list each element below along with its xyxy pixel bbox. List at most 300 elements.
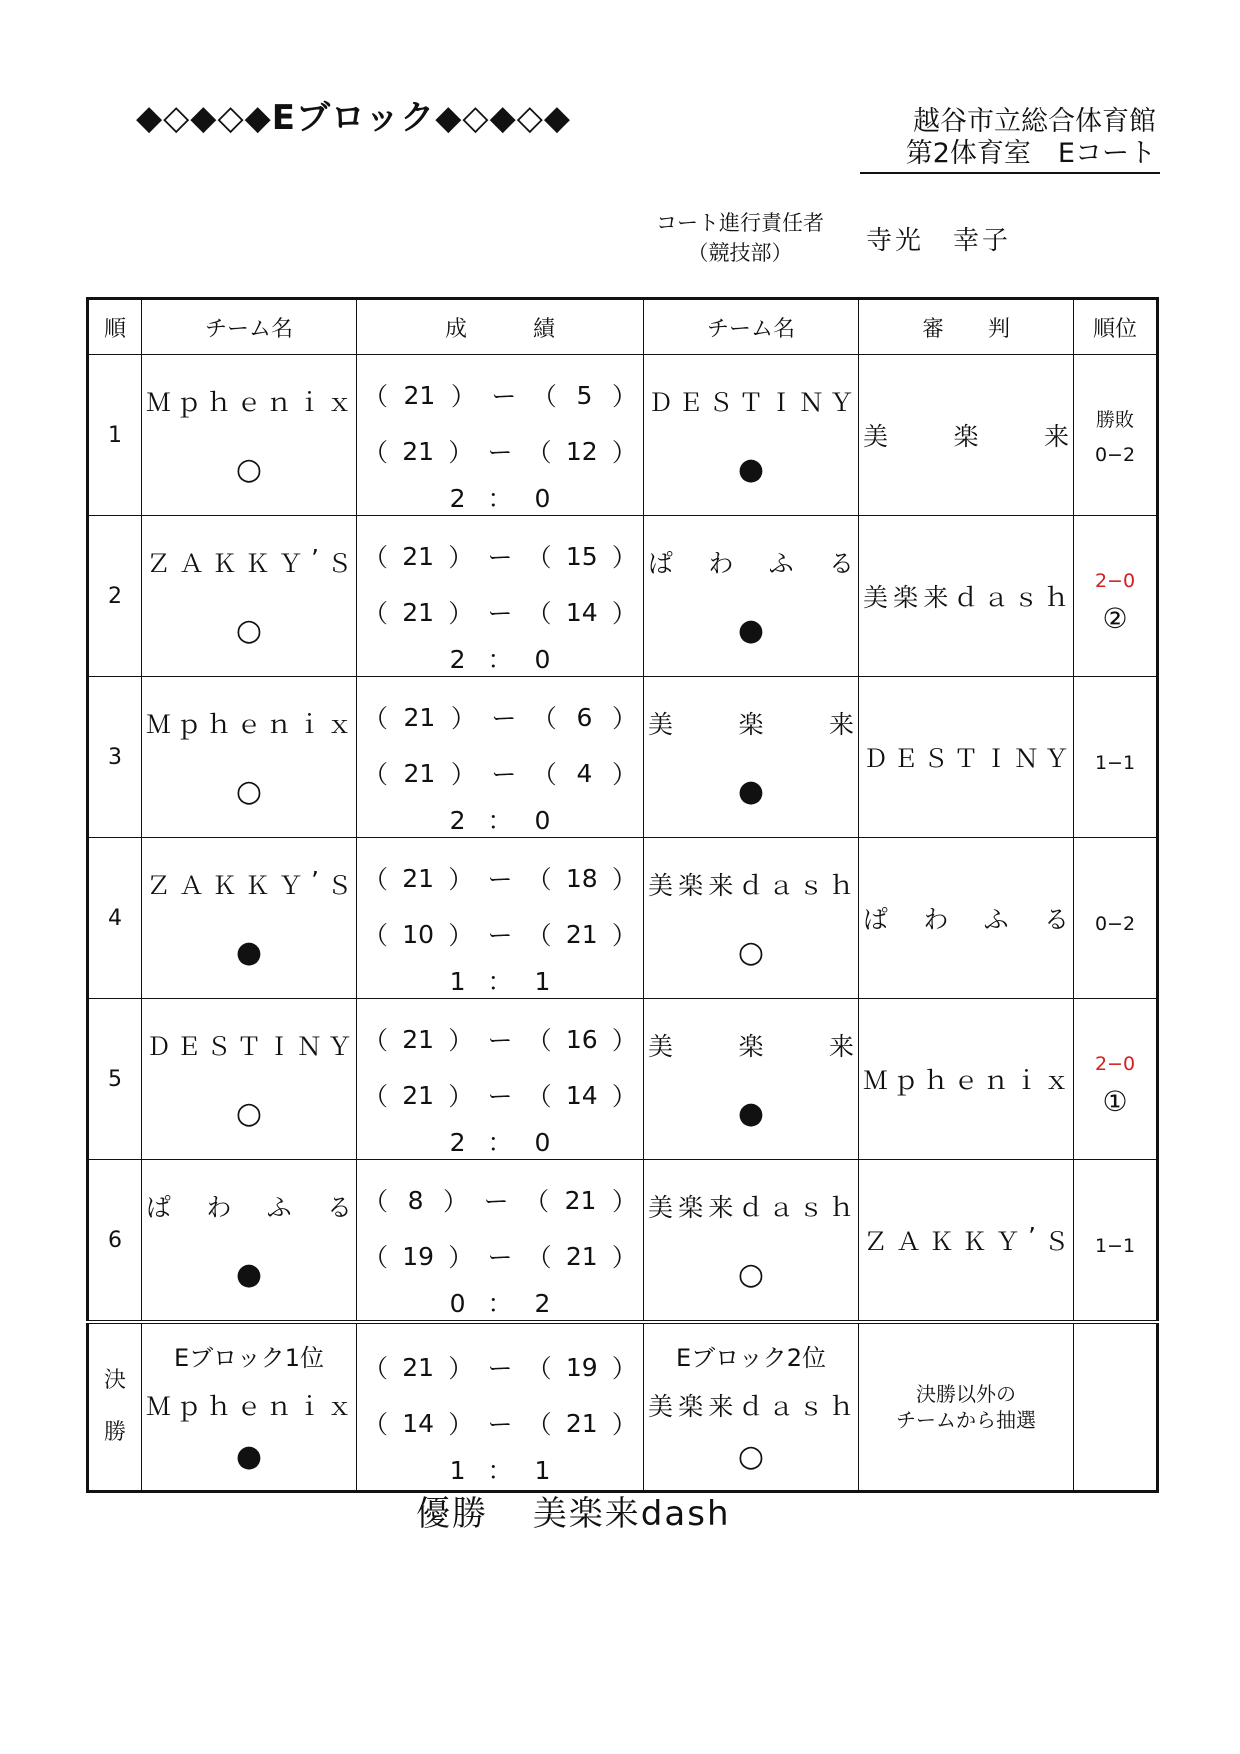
team-a-name-char: Ａ [179, 871, 205, 900]
final-team-b-name-char: 楽 [678, 1392, 704, 1421]
set-1-team-a-points: 21 [403, 702, 436, 732]
referee-name-char: ｈ [923, 1066, 949, 1095]
paren-close: ） [448, 543, 474, 572]
win-loss-record: 1−1 [1094, 1235, 1136, 1257]
dash: ー [487, 1410, 513, 1439]
match-score [357, 1160, 643, 1320]
games-team-a: 1 [449, 1456, 488, 1485]
match-rows [88, 355, 1158, 1323]
rank-cell [1074, 838, 1158, 999]
set-1-team-a-points: 21 [402, 1352, 435, 1382]
team-b-result-mark: ○ [737, 935, 765, 970]
team-b-name [644, 1160, 858, 1224]
set-2-team-b-points: 12 [565, 436, 598, 466]
team-b-name-char: Ｅ [678, 388, 704, 417]
referee-name-char: ｈ [1043, 583, 1069, 612]
referee-name-char: Ｚ [863, 1227, 889, 1256]
match-score [357, 838, 643, 998]
team-b-name-char: ｓ [798, 1193, 824, 1222]
set-2 [363, 906, 637, 962]
team-b-stack [644, 516, 858, 676]
team-a-stack [142, 355, 356, 515]
team-a-name-char: ｎ [266, 710, 292, 739]
team-b-result-mark: ● [737, 774, 765, 809]
games-team-a: 0 [449, 1289, 488, 1318]
team-b-name-char: 美 [648, 1032, 674, 1061]
paren-close: ） [448, 1243, 474, 1272]
set-2-team-a-points: 21 [403, 758, 436, 788]
games-result [363, 1123, 637, 1159]
team-b-result-mark: ○ [737, 1257, 765, 1292]
set-1-team-b-points: 16 [565, 1024, 598, 1054]
set-1-team-b-points: 21 [564, 1185, 597, 1215]
paren-close: ） [611, 438, 637, 467]
referee-name-char: る [1043, 905, 1069, 934]
team-a-result-mark: ○ [235, 452, 263, 487]
team-a-cell [142, 355, 357, 516]
final-team-b-name-char: ｄ [738, 1392, 764, 1421]
paren-close: ） [448, 1082, 474, 1111]
referee-name-char: 来 [1043, 422, 1069, 451]
final-rank-cell [1074, 1322, 1158, 1492]
paren-close: ） [611, 921, 637, 950]
paren-open: （ [526, 1082, 552, 1111]
paren-open: （ [363, 1354, 389, 1383]
team-b-name-char: ｈ [828, 871, 854, 900]
final-team-b-name-char: ａ [768, 1392, 794, 1421]
final-rows [88, 1322, 1158, 1492]
set-1 [363, 528, 637, 584]
team-a-name-char: Ｙ [326, 1032, 352, 1061]
referee-name-char: 来 [923, 583, 949, 612]
referee-name-char: ａ [983, 583, 1009, 612]
set-1-team-a-points: 8 [407, 1185, 424, 1215]
games-team-b: 1 [534, 1456, 573, 1485]
final-team-a-name-char: ｅ [236, 1392, 262, 1421]
team-a-result-mark: ● [235, 1257, 263, 1292]
responsible-name: 寺光 幸子 [866, 226, 1012, 256]
team-a-result-mark: ● [235, 935, 263, 970]
team-b-name-char: Ｎ [798, 388, 824, 417]
team-b-name-char: 来 [828, 1032, 854, 1061]
champion [416, 1486, 731, 1535]
dash: ー [487, 865, 513, 894]
match-number: 2 [88, 516, 142, 677]
paren-close: ） [448, 921, 474, 950]
rank-cell [1074, 999, 1158, 1160]
paren-open: （ [526, 921, 552, 950]
colon: ： [487, 645, 535, 674]
score-cell [357, 516, 644, 677]
match-number: 1 [88, 355, 142, 516]
rank-place: ① [1102, 1084, 1128, 1118]
match-score [357, 516, 643, 676]
paren-open: （ [524, 1187, 550, 1216]
team-a-name-char: ｅ [236, 710, 262, 739]
games-team-b: 0 [534, 1128, 573, 1157]
games-team-b: 2 [534, 1289, 573, 1318]
games-team-a: 2 [449, 1128, 488, 1157]
set-1-team-b-points: 15 [565, 541, 598, 571]
set-2 [363, 1228, 637, 1284]
team-a-name-char: Ｋ [212, 871, 238, 900]
team-a-name [142, 355, 356, 419]
responsible-label [656, 208, 824, 268]
colon: ： [487, 967, 535, 996]
final-team-b-name [648, 1373, 854, 1423]
team-b-name-char: 美 [648, 871, 674, 900]
colon: ： [487, 1289, 535, 1318]
match-row [88, 355, 1158, 516]
team-b-name-char: ｄ [738, 1193, 764, 1222]
team-a-name-char: ｐ [176, 710, 202, 739]
team-b-name [644, 838, 858, 902]
paren-close: ） [448, 599, 474, 628]
team-b-result-mark: ● [737, 613, 765, 648]
referee-name [859, 417, 1073, 453]
team-a-stack [142, 999, 356, 1159]
team-a-name-char: Ｉ [266, 1032, 292, 1061]
dash: ー [491, 760, 517, 789]
team-b-name-char: 来 [828, 710, 854, 739]
team-a-name-char: Ｎ [296, 1032, 322, 1061]
team-a-name-char: Ｓ [206, 1032, 232, 1061]
referee-name-char: Ｉ [983, 744, 1009, 773]
team-b-name-char: 楽 [678, 871, 704, 900]
paren-close: ） [443, 1187, 469, 1216]
set-2-team-b-points: 14 [565, 597, 598, 627]
set-2-team-a-points: 19 [402, 1241, 435, 1271]
referee-name-char: 楽 [953, 422, 979, 451]
team-a-name-char: ｘ [326, 388, 352, 417]
paren-open: （ [526, 438, 552, 467]
responsible-label-title: コート進行責任者 [656, 211, 824, 235]
paren-close: ） [448, 865, 474, 894]
paren-open: （ [363, 1187, 389, 1216]
team-a-result-mark: ○ [235, 774, 263, 809]
venue-name: 越谷市立総合体育館 [913, 106, 1156, 137]
team-a-name-char: ｉ [296, 388, 322, 417]
referee-name-char: Ｍ [863, 1066, 889, 1095]
set-2 [363, 1067, 637, 1123]
match-number: 5 [88, 999, 142, 1160]
referee-cell [859, 838, 1074, 999]
team-b-result-mark: ● [737, 452, 765, 487]
team-b-name-char: Ｉ [768, 388, 794, 417]
set-2-team-b-points: 21 [565, 919, 598, 949]
team-a-name-char: ｘ [326, 710, 352, 739]
team-b-cell [644, 999, 859, 1160]
final-team-b-name-char: ｓ [798, 1392, 824, 1421]
block-title: ◆◇◆◇◆Eブロック◆◇◆◇◆ [136, 98, 572, 138]
team-a-stack [142, 677, 356, 837]
referee-name-char: ｘ [1043, 1066, 1069, 1095]
set-1-team-b-points: 19 [565, 1352, 598, 1382]
final-team-a-name-char: ｈ [206, 1392, 232, 1421]
games-result [363, 801, 637, 837]
set-2 [363, 423, 637, 479]
set-1 [363, 689, 637, 745]
games-result [363, 962, 637, 998]
team-b-name-char: 楽 [738, 1032, 764, 1061]
set-1 [363, 1011, 637, 1067]
champion-label: 優勝 [416, 1494, 488, 1534]
paren-open: （ [363, 1026, 389, 1055]
team-a-name-char: ｈ [206, 388, 232, 417]
responsible-label-dept: （競技部） [687, 241, 793, 265]
referee-name-char: ｎ [983, 1066, 1009, 1095]
final-referee-cell [859, 1322, 1074, 1492]
paren-open: （ [363, 438, 389, 467]
team-a-name-char: ｅ [236, 388, 262, 417]
paren-close: ） [450, 704, 476, 733]
team-a-cell [142, 999, 357, 1160]
set-1-team-b-points: 5 [576, 380, 593, 410]
games-result [363, 479, 637, 515]
team-a-stack [142, 838, 356, 998]
team-b-name-char: ぱ [648, 549, 674, 578]
rank-place: ② [1102, 601, 1128, 635]
team-b-stack [644, 355, 858, 515]
referee-name-char: ｉ [1013, 1066, 1039, 1095]
games-result [363, 640, 637, 676]
referee-name-char: Ｙ [1043, 744, 1069, 773]
team-a-name-char: Ｓ [326, 549, 352, 578]
team-a-cell [142, 677, 357, 838]
paren-close: ） [611, 382, 637, 411]
match-score [357, 677, 643, 837]
paren-close: ） [611, 1354, 637, 1383]
team-b-name [644, 677, 858, 741]
rank-cell [1074, 677, 1158, 838]
team-b-cell [644, 1160, 859, 1323]
paren-close: ） [448, 1026, 474, 1055]
team-a-cell [142, 516, 357, 677]
result-table [86, 297, 1159, 1493]
header-order: 順 [88, 299, 142, 355]
referee-name-char: ｅ [953, 1066, 979, 1095]
referee-name-char: Ｓ [923, 744, 949, 773]
team-b-stack [644, 677, 858, 837]
referee-name-char: Ｎ [1013, 744, 1039, 773]
referee-cell [859, 355, 1074, 516]
rank-heading: 勝敗 [1095, 408, 1134, 431]
rank-cell [1074, 1160, 1158, 1323]
team-b-name-char: 楽 [738, 710, 764, 739]
referee-name-char: ’ [1028, 1222, 1036, 1251]
final-team-b-name-char: 来 [708, 1392, 734, 1421]
referee-name-char: Ａ [896, 1227, 922, 1256]
win-loss-record: 2−0 [1094, 569, 1136, 592]
colon: ： [487, 806, 535, 835]
team-b-name-char: ａ [768, 1193, 794, 1222]
referee-name-char: ｄ [953, 583, 979, 612]
team-a-name [142, 1160, 356, 1224]
referee-name-char: Ｄ [863, 744, 889, 773]
final-label [88, 1322, 142, 1492]
set-1 [363, 1172, 637, 1228]
team-a-name-char: Ａ [179, 549, 205, 578]
referee-name-char: ぱ [863, 905, 889, 934]
team-a-name-char: Ｔ [236, 1032, 262, 1061]
team-b-name-char: る [828, 549, 854, 578]
team-a-cell [142, 838, 357, 999]
referee-name-char: わ [923, 905, 949, 934]
champion-team: 美楽来dash [532, 1494, 731, 1534]
team-b-name [644, 999, 858, 1063]
referee-name [859, 578, 1073, 614]
games-team-b: 1 [534, 967, 573, 996]
final-label-1: 決 [103, 1368, 126, 1393]
referee-cell [859, 677, 1074, 838]
team-a-name [142, 838, 356, 902]
set-2 [363, 1395, 637, 1451]
paren-open: （ [363, 599, 389, 628]
rank-cell [1074, 355, 1158, 516]
venue-underline [860, 172, 1160, 174]
team-b-name-char: Ｄ [648, 388, 674, 417]
team-b-name-char: ふ [768, 549, 794, 578]
team-a-name-char: ふ [266, 1193, 292, 1222]
paren-open: （ [526, 599, 552, 628]
score-cell [357, 1160, 644, 1323]
final-referee-line-2: チームから抽選 [896, 1408, 1036, 1432]
team-b-name-char: わ [708, 549, 734, 578]
set-1 [363, 367, 637, 423]
paren-close: ） [611, 1243, 637, 1272]
team-a-name-char: Ｋ [245, 549, 271, 578]
team-a-name-char: ｉ [296, 710, 322, 739]
referee-name-char: Ｔ [953, 744, 979, 773]
team-a-name-char: ｎ [266, 388, 292, 417]
referee-name [859, 1061, 1073, 1097]
final-team-a-name-char: Ｍ [146, 1392, 172, 1421]
team-a-name-char: ’ [311, 866, 319, 895]
paren-open: （ [363, 382, 389, 411]
final-team-a-name-char: ｐ [176, 1392, 202, 1421]
team-b-result-mark: ● [737, 1096, 765, 1131]
match-row [88, 677, 1158, 838]
final-team-b-name-char: ｈ [828, 1392, 854, 1421]
header-team-a: チーム名 [142, 299, 357, 355]
paren-close: ） [611, 865, 637, 894]
final-team-a-name-char: ｘ [326, 1392, 352, 1421]
team-b-stack [644, 999, 858, 1159]
dash: ー [487, 1026, 513, 1055]
team-a-name-char: Ｋ [245, 871, 271, 900]
paren-open: （ [526, 1354, 552, 1383]
table-header-row [88, 299, 1158, 355]
final-team-b-cell [644, 1322, 859, 1492]
dash: ー [491, 382, 517, 411]
team-a-name-char: Ｄ [146, 1032, 172, 1061]
team-a-name-char: Ｚ [146, 549, 172, 578]
team-a-name-char: わ [206, 1193, 232, 1222]
team-a-name-char: Ｅ [176, 1032, 202, 1061]
team-a-name-char: Ｋ [212, 549, 238, 578]
referee-name [859, 1222, 1073, 1258]
team-b-cell [644, 516, 859, 677]
paren-close: ） [450, 382, 476, 411]
referee-name-char: ｐ [893, 1066, 919, 1095]
referee-name-char: 美 [863, 422, 889, 451]
paren-open: （ [526, 865, 552, 894]
paren-close: ） [611, 1082, 637, 1111]
paren-close: ） [448, 1410, 474, 1439]
match-row [88, 999, 1158, 1160]
team-b-name [644, 516, 858, 580]
match-number: 6 [88, 1160, 142, 1323]
paren-close: ） [611, 543, 637, 572]
team-a-name-char: Ｓ [326, 871, 352, 900]
dash: ー [487, 1082, 513, 1111]
paren-open: （ [363, 1082, 389, 1111]
venue [860, 106, 1156, 170]
final-team-a-seed: Eブロック1位 [174, 1344, 324, 1372]
games-team-b: 0 [534, 806, 573, 835]
team-b-name-char: ｓ [798, 871, 824, 900]
set-2-team-a-points: 21 [402, 436, 435, 466]
set-1 [363, 1339, 637, 1395]
set-1-team-a-points: 21 [402, 541, 435, 571]
dash: ー [487, 921, 513, 950]
referee-cell [859, 516, 1074, 677]
set-2-team-b-points: 21 [565, 1241, 598, 1271]
set-1-team-b-points: 18 [565, 863, 598, 893]
final-team-a-name-char: ｉ [296, 1392, 322, 1421]
team-a-stack [142, 1160, 356, 1320]
final-team-a-result-mark: ● [235, 1439, 263, 1474]
set-2-team-a-points: 10 [402, 919, 435, 949]
dash: ー [487, 438, 513, 467]
set-2-team-a-points: 14 [402, 1408, 435, 1438]
set-1 [363, 850, 637, 906]
team-a-name-char: Ｙ [278, 549, 304, 578]
team-a-cell [142, 1160, 357, 1323]
set-1-team-a-points: 21 [402, 863, 435, 893]
paren-open: （ [526, 1243, 552, 1272]
paren-open: （ [531, 382, 557, 411]
final-referee-line-1: 決勝以外の [916, 1382, 1016, 1406]
final-team-b-result-mark: ○ [737, 1439, 765, 1474]
referee-name [859, 739, 1073, 775]
team-a-name-char: る [326, 1193, 352, 1222]
team-b-stack [644, 1160, 858, 1320]
set-2-team-b-points: 21 [565, 1408, 598, 1438]
set-2 [363, 745, 637, 801]
team-a-result-mark: ○ [235, 1096, 263, 1131]
paren-open: （ [363, 865, 389, 894]
set-2-team-a-points: 21 [402, 597, 435, 627]
colon: ： [487, 1128, 535, 1157]
referee-name-char: Ｋ [962, 1227, 988, 1256]
team-b-name-char: ａ [768, 871, 794, 900]
paren-open: （ [363, 543, 389, 572]
header-rank: 順位 [1074, 299, 1158, 355]
final-row [88, 1322, 1158, 1492]
match-row [88, 838, 1158, 999]
paren-close: ） [611, 1026, 637, 1055]
paren-open: （ [363, 921, 389, 950]
win-loss-record: 0−2 [1094, 913, 1136, 935]
match-number: 4 [88, 838, 142, 999]
header-score: 成 績 [357, 299, 644, 355]
paren-close: ） [448, 438, 474, 467]
referee-cell [859, 999, 1074, 1160]
dash: ー [487, 1354, 513, 1383]
team-a-name-char: Ｍ [146, 388, 172, 417]
paren-open: （ [526, 1026, 552, 1055]
